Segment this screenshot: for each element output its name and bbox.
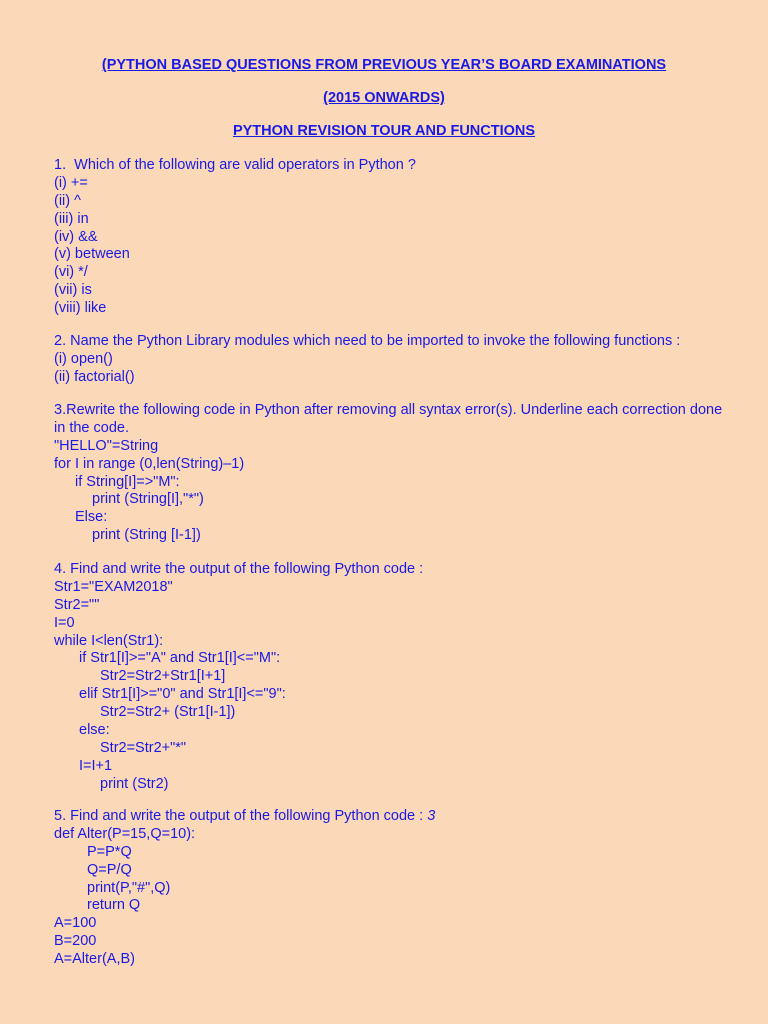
question-5 — [54, 808, 734, 969]
question-1 — [54, 157, 734, 318]
question-3 — [54, 402, 734, 545]
code-line: P=P*Q — [87, 843, 132, 860]
code-line: I=0 — [54, 614, 75, 631]
code-line: print (Str2) — [100, 775, 169, 792]
option: (i) open() — [54, 350, 113, 367]
code-line: elif Str1[I]>="0" and Str1[I]<="9": — [79, 686, 286, 703]
option: (viii) like — [54, 300, 107, 317]
code-line: Else: — [75, 509, 108, 526]
code-line: "HELLO"=String — [54, 437, 159, 454]
code-line: B=200 — [54, 933, 97, 950]
option: (vii) is — [54, 282, 92, 299]
code-line: print(P,"#",Q) — [87, 879, 171, 896]
code-line: print (String[I],"*") — [92, 491, 204, 508]
question-1-text: 1. Which of the following are valid operators in Python ? — [54, 157, 416, 173]
title-line-2: (2015 ONWARDS) — [323, 90, 445, 106]
code-line: else: — [79, 722, 110, 739]
code-line: Str2="" — [54, 596, 100, 613]
option: (iii) in — [54, 210, 89, 227]
option: (i) += — [54, 174, 88, 191]
option: (v) between — [54, 246, 130, 263]
title-line-1: (PYTHON BASED QUESTIONS FROM PREVIOUS YEAR’S BOARD EXAMINATIONS — [101, 57, 667, 73]
question-2 — [54, 333, 734, 387]
code-line: def Alter(P=15,Q=10): — [54, 825, 196, 842]
question-4 — [54, 561, 734, 794]
section-title: PYTHON REVISION TOUR AND FUNCTIONS — [232, 123, 536, 139]
code-line: for I in range (0,len(String)–1) — [54, 455, 245, 472]
question-2-text: 2. Name the Python Library modules which need to be imported to invoke the following functions : — [54, 333, 681, 349]
option: (ii) ^ — [54, 192, 81, 209]
option: (ii) factorial() — [54, 368, 135, 385]
code-line: Str2=Str2+"*" — [100, 739, 187, 756]
question-3-text: 3.Rewrite the following code in Python after removing all syntax error(s). Underline each correction done in the code. — [54, 402, 723, 436]
code-line: if String[I]=>"M": — [75, 473, 180, 490]
code-line: if Str1[I]>="A" and Str1[I]<="M": — [79, 650, 281, 667]
code-line: Str1="EXAM2018" — [54, 578, 173, 595]
code-line: I=I+1 — [79, 757, 113, 774]
marks-label: 3 — [427, 808, 436, 824]
code-line: print (String [I-1]) — [92, 527, 201, 544]
option: (vi) */ — [54, 264, 88, 281]
code-line: while I<len(Str1): — [54, 632, 164, 649]
code-line: Str2=Str2+Str1[I+1] — [100, 668, 226, 685]
code-line: A=100 — [54, 915, 97, 932]
option: (iv) && — [54, 228, 98, 245]
question-5-text — [54, 808, 734, 826]
question-4-text: 4. Find and write the output of the following Python code : — [54, 561, 424, 577]
code-line: Str2=Str2+ (Str1[I-1]) — [100, 704, 236, 721]
code-line: Q=P/Q — [87, 861, 132, 878]
code-line: return Q — [87, 897, 141, 914]
question-5-prompt: 5. Find and write the output of the following Python code : — [54, 808, 428, 824]
code-line: A=Alter(A,B) — [54, 951, 135, 968]
